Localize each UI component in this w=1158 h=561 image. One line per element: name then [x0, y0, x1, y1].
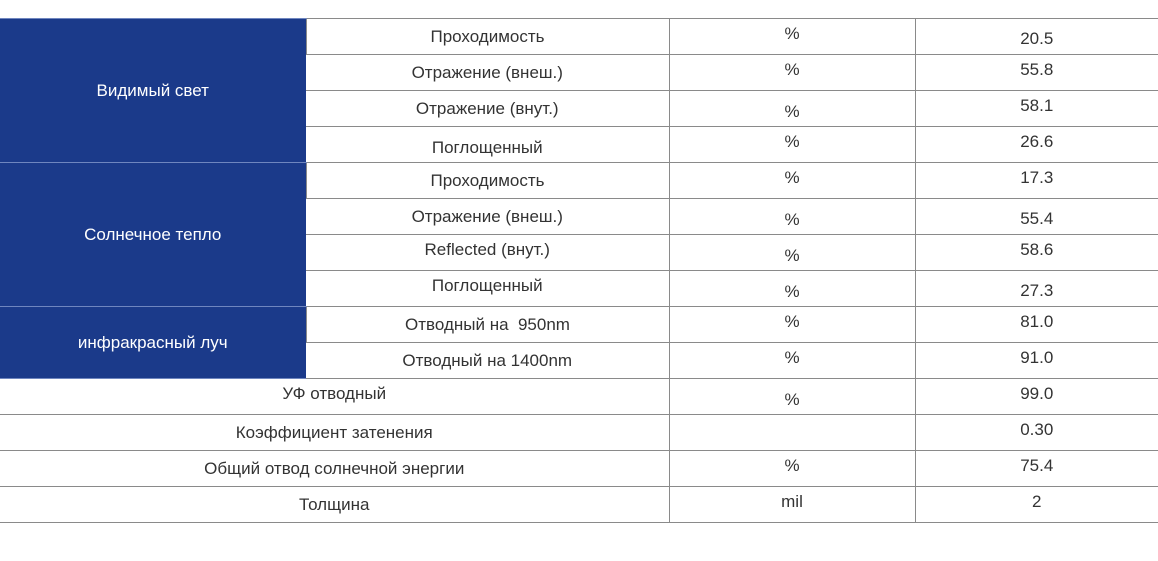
row-value: 55.8 [915, 55, 1158, 91]
row-label: Поглощенный [306, 127, 669, 163]
row-label: Отражение (внут.) [306, 91, 669, 127]
row-value: 58.6 [915, 235, 1158, 271]
table-row [0, 163, 1158, 199]
row-value: 26.6 [915, 127, 1158, 163]
row-unit: % [669, 91, 915, 127]
row-label: Толщина [0, 487, 669, 523]
row-unit: % [669, 55, 915, 91]
row-unit: % [669, 199, 915, 235]
row-unit: % [669, 235, 915, 271]
row-value: 99.0 [915, 379, 1158, 415]
row-unit: % [669, 451, 915, 487]
row-label: Отражение (внеш.) [306, 55, 669, 91]
spec-table [0, 18, 1158, 523]
row-unit: mil [669, 487, 915, 523]
group-label-infrared: инфракрасный луч [0, 307, 306, 379]
row-value: 58.1 [915, 91, 1158, 127]
row-label: Поглощенный [306, 271, 669, 307]
row-value: 27.3 [915, 271, 1158, 307]
row-value: 55.4 [915, 199, 1158, 235]
table-row [0, 307, 1158, 343]
row-value: 17.3 [915, 163, 1158, 199]
row-label: Отводный на 1400nm [306, 343, 669, 379]
row-unit: % [669, 307, 915, 343]
table-row [0, 451, 1158, 487]
row-unit: % [669, 19, 915, 55]
row-unit [669, 415, 915, 451]
row-value: 75.4 [915, 451, 1158, 487]
row-label: Проходимость [306, 19, 669, 55]
row-value: 91.0 [915, 343, 1158, 379]
row-label: Отводный на 950nm [306, 307, 669, 343]
table-row [0, 487, 1158, 523]
row-label: Коэффициент затенения [0, 415, 669, 451]
row-unit: % [669, 127, 915, 163]
row-label: Общий отвод солнечной энергии [0, 451, 669, 487]
row-label: Проходимость [306, 163, 669, 199]
row-unit: % [669, 271, 915, 307]
table-row [0, 379, 1158, 415]
row-value: 81.0 [915, 307, 1158, 343]
group-label-solar-heat: Солнечное тепло [0, 163, 306, 307]
row-unit: % [669, 379, 915, 415]
table-row [0, 19, 1158, 55]
row-value: 2 [915, 487, 1158, 523]
row-unit: % [669, 163, 915, 199]
table-row [0, 415, 1158, 451]
row-value: 0.30 [915, 415, 1158, 451]
row-unit: % [669, 343, 915, 379]
row-label: Reflected (внут.) [306, 235, 669, 271]
row-label: УФ отводный [0, 379, 669, 415]
row-label: Отражение (внеш.) [306, 199, 669, 235]
row-value: 20.5 [915, 19, 1158, 55]
group-label-visible-light: Видимый свет [0, 19, 306, 163]
